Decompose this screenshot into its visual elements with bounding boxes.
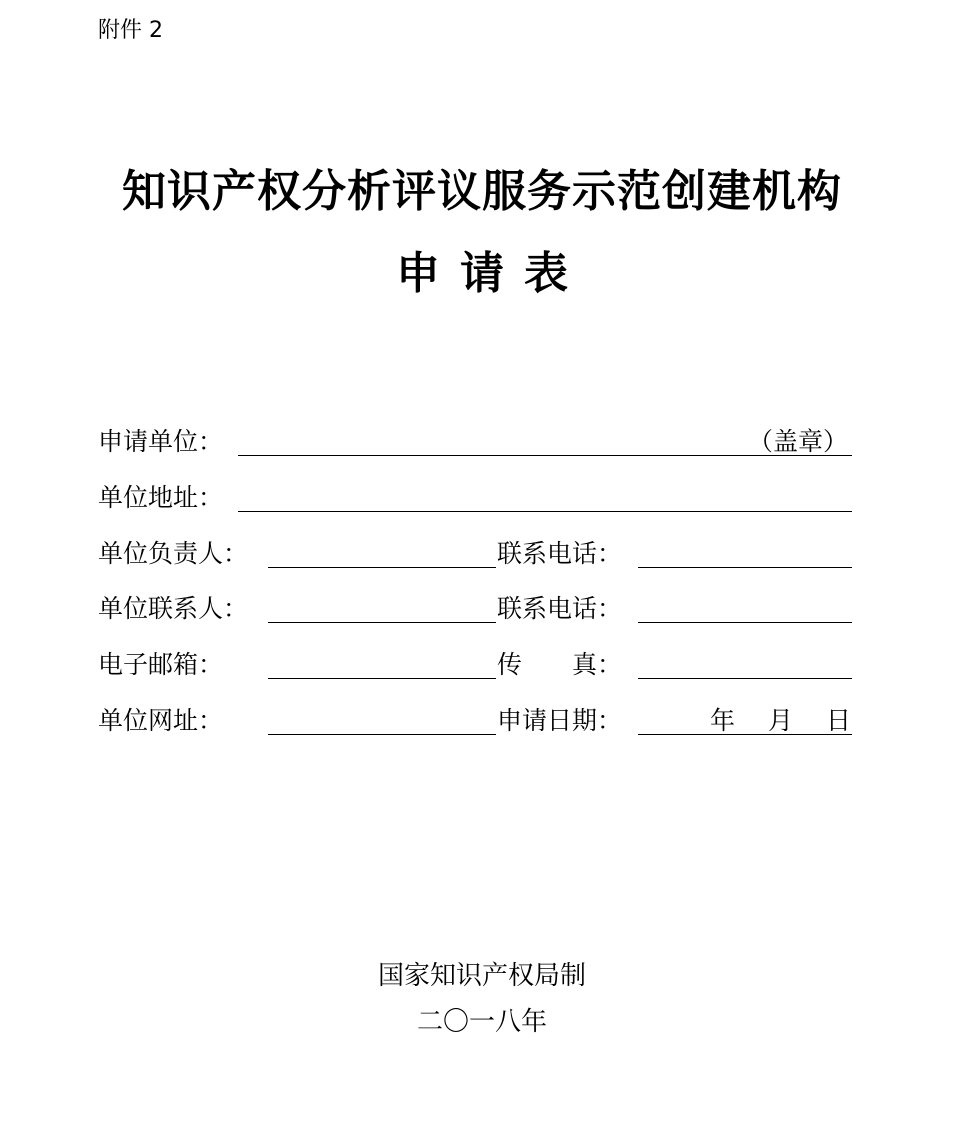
email-label: 电子邮箱： <box>98 650 224 679</box>
fax-label: 传 真： <box>497 650 623 679</box>
address-label: 单位地址： <box>98 483 224 512</box>
contact-label: 单位联系人： <box>98 594 249 623</box>
website-label: 单位网址： <box>98 706 224 735</box>
applicant-label: 申请单位： <box>98 427 224 456</box>
attachment-number: 附件 2 <box>98 18 163 43</box>
leader-label: 单位负责人： <box>98 539 249 568</box>
date-field[interactable] <box>638 734 852 735</box>
date-label: 申请日期： <box>497 706 623 735</box>
date-month-unit: 月 <box>768 706 794 735</box>
contact-field[interactable] <box>268 622 496 623</box>
address-field[interactable] <box>238 511 852 512</box>
contact-phone-label: 联系电话： <box>497 594 623 623</box>
website-field[interactable] <box>268 734 496 735</box>
seal-note: （盖章） <box>748 427 849 456</box>
leader-phone-label: 联系电话： <box>497 539 623 568</box>
contact-phone-field[interactable] <box>638 622 852 623</box>
issuer-text: 国家知识产权局制 <box>377 961 586 991</box>
email-field[interactable] <box>268 678 496 679</box>
fax-field[interactable] <box>638 678 852 679</box>
issue-year: 二〇一八年 <box>416 1007 547 1037</box>
date-day-unit: 日 <box>826 706 852 735</box>
date-year-unit: 年 <box>710 706 736 735</box>
leader-phone-field[interactable] <box>638 567 852 568</box>
leader-field[interactable] <box>268 567 496 568</box>
form-subtitle: 申请表 <box>396 248 588 299</box>
form-title: 知识产权分析评议服务示范创建机构 <box>122 166 842 217</box>
